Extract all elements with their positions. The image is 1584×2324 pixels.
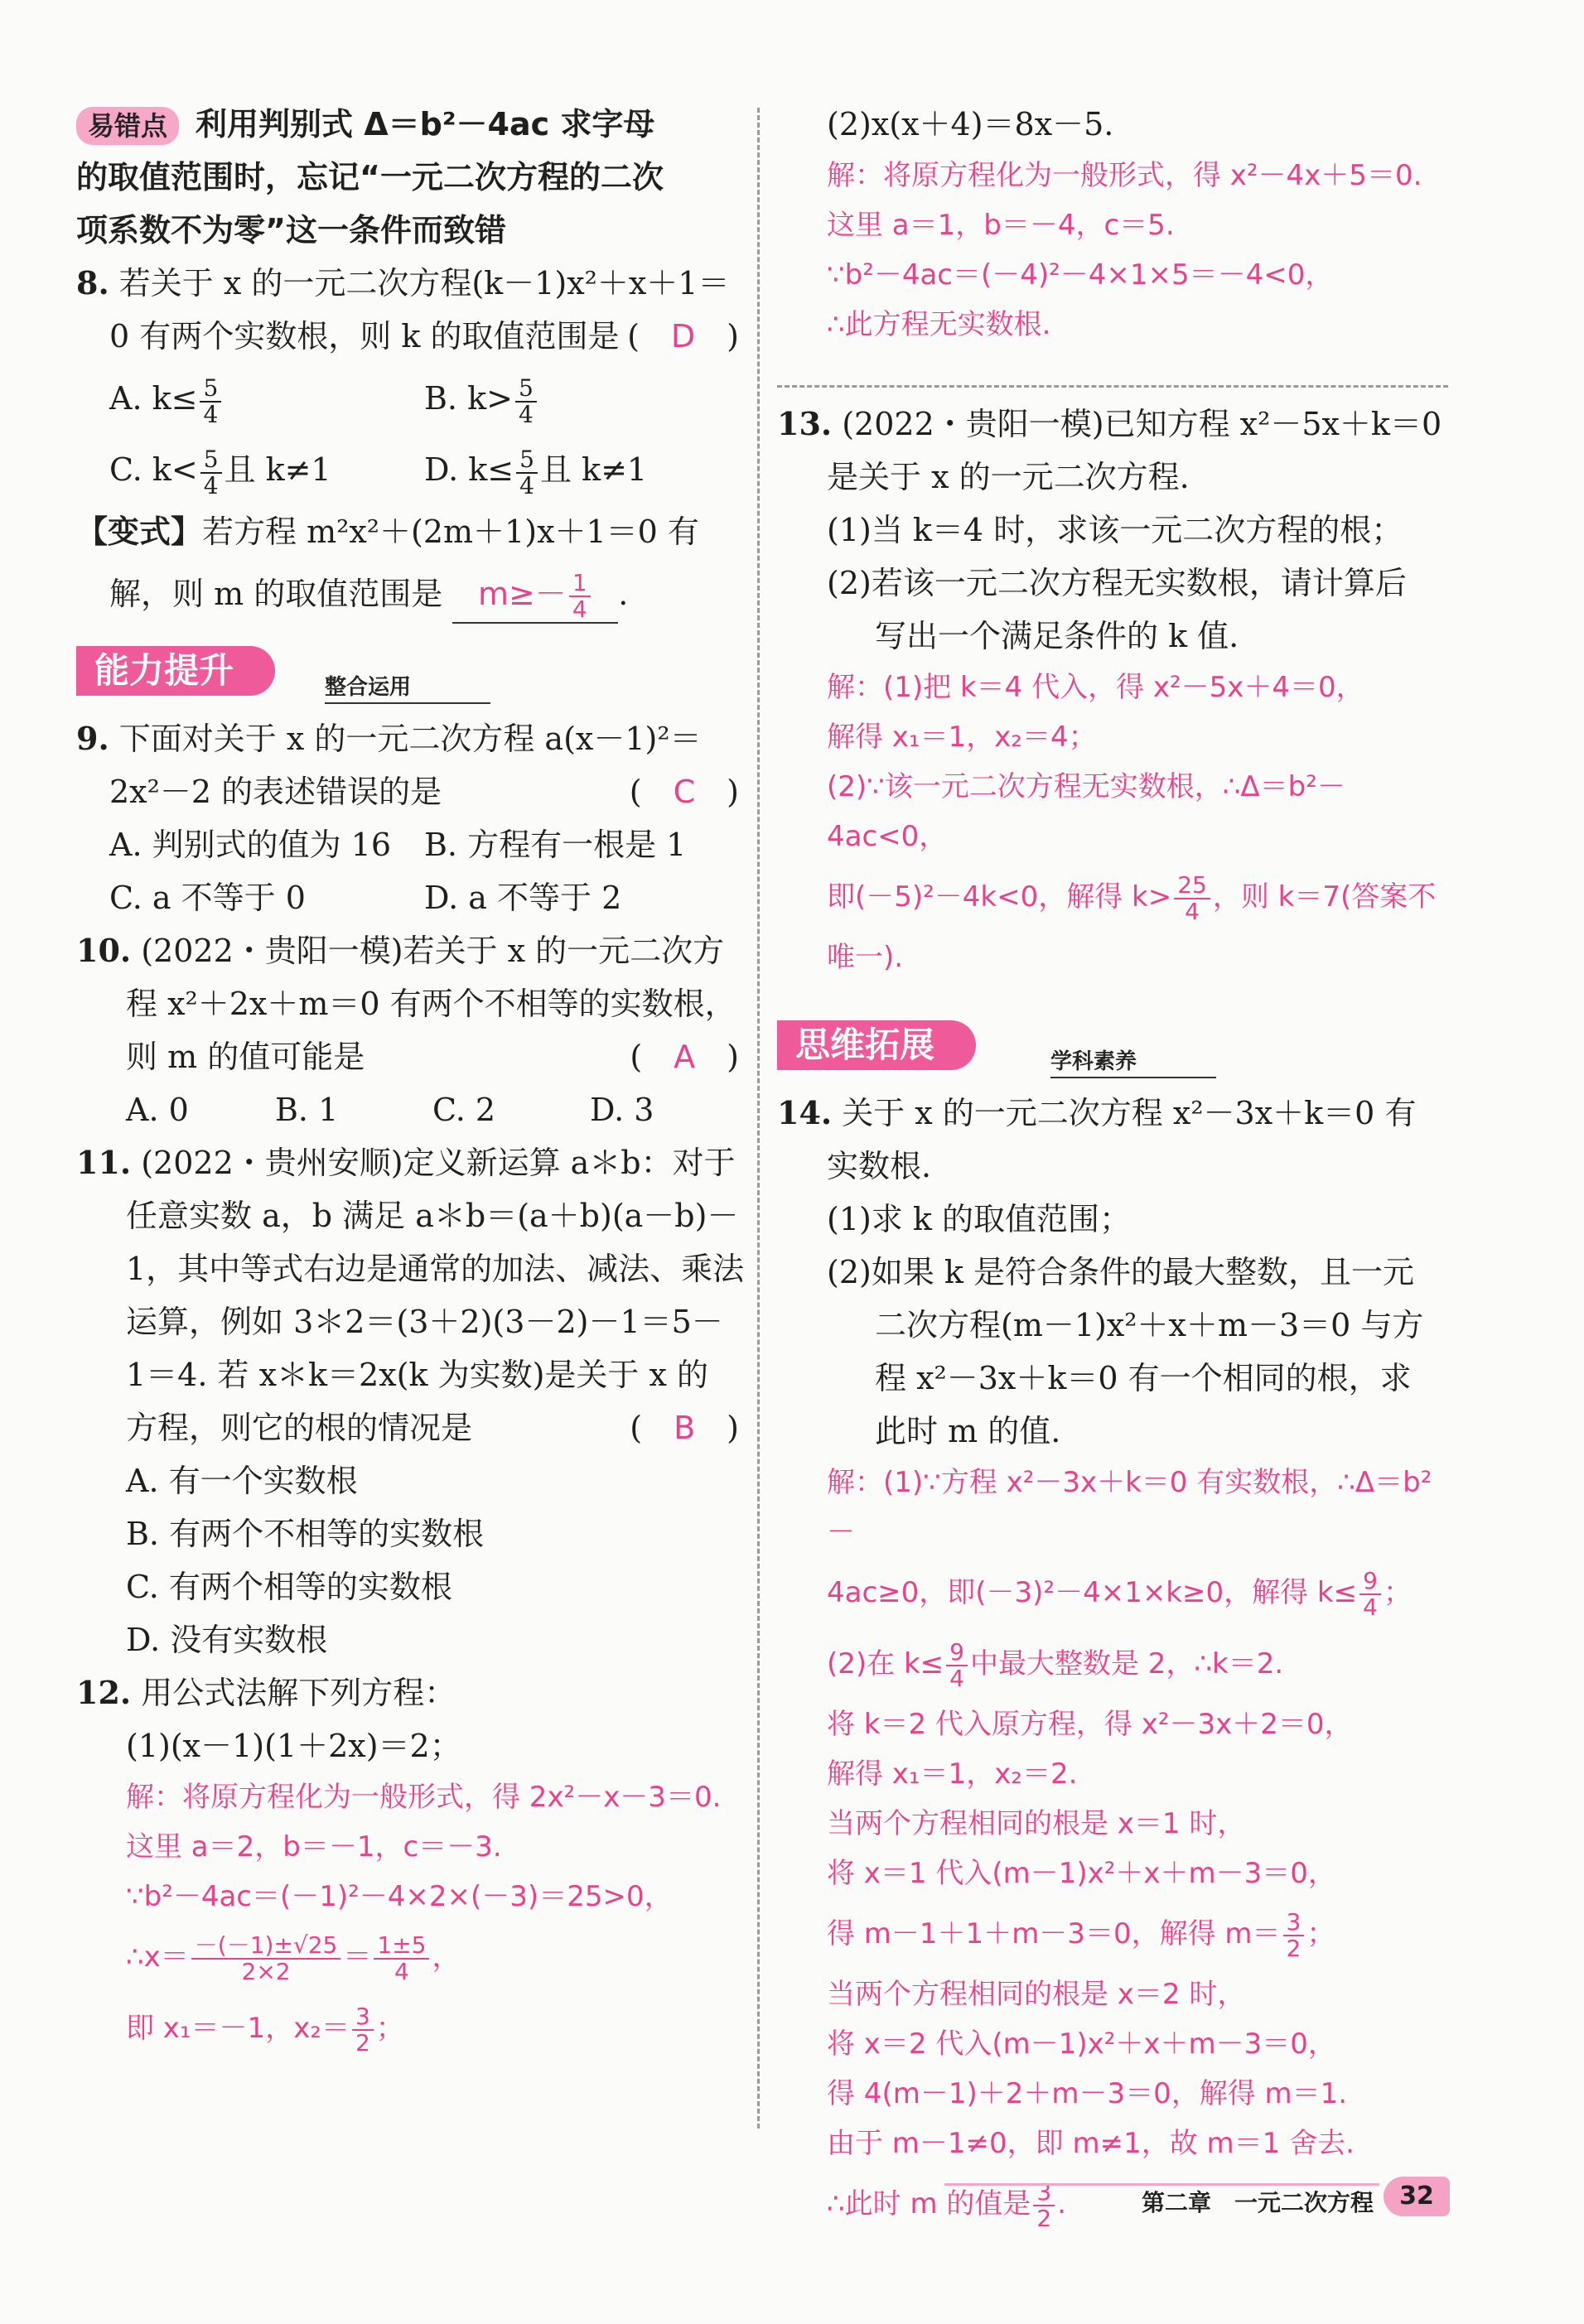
section-banner-ability: 能力提升 整合运用 <box>76 641 739 704</box>
variant-answer-blank: m≥－ $\frac{1}{4}$ <box>452 569 618 624</box>
question-9: 9. 下面对关于 x 的一元二次方程 a(x－1)²＝ 2x²－2 的表述错误的是 ( C ) A. 判别式的值为 16 B. 方程有一根是 1 C. a 不等于 0 D. a 不等于 2 <box>76 720 739 916</box>
solution-line: 解：将原方程化为一般形式，得 2x²－x－3＝0. <box>126 1781 722 1814</box>
question-11: 11. (2022・贵州安顺)定义新运算 a＊b：对于 任意实数 a，b 满足 a＊b＝(a＋b)(a－b)－ 1，其中等式右边是通常的加法、减法、乘法 运算，例如 3＊2＝(3＋2)(3－2)－1＝5－ 1＝4. 若 x＊k＝2x(k 为实数)是关于 x 的 方程，则它的根的情况是 ( B ) A. 有一个实数根 B. 有两个不相等的实数根 C. 有两个相等的实数根 D. 没有实数根 <box>76 1144 745 1658</box>
variant-question: 【变式】若方程 m²x²＋(2m＋1)x＋1＝0 有 解，则 m 的取值范围是 m≥－ $\frac{1}{4}$ . <box>76 513 699 623</box>
left-column <box>76 98 745 2064</box>
question-13: 13. (2022・贵阳一模)已知方程 x²－5x＋k＝0 是关于 x 的一元二次方程. (1)当 k＝4 时，求该一元二次方程的根； (2)若该一元二次方程无实数根，请计算后 写出一个满足条件的 k 值. 解：(1)把 k＝4 代入，得 x²－5x＋4＝0， 解得 x₁＝1，x₂＝4； (2)∵该一元二次方程无实数根，∴Δ＝b²－4ac<0， 即(－5)²－4k<0，解得 k> $\frac{25}{4}$ ，则 k＝7(答案不 唯一). <box>777 405 1442 974</box>
option-a: A. k≤ $\frac{5}{4}$ <box>109 363 424 434</box>
question-10: 10. (2022・贵阳一模)若关于 x 的一元二次方 程 x²＋2x＋m＝0 有两个不相等的实数根， 则 m 的值可能是 ( A ) A. 0 B. 1 C. 2 D. 3 <box>76 932 739 1128</box>
question-12-part2: (2)x(x＋4)＝8x－5. 解：将原方程化为一般形式，得 x²－4x＋5＝0. 这里 a＝1，b＝－4，c＝5. ∵b²－4ac＝(－4)²－4×1×5＝－4<0， ∴此方程无实数根. <box>827 106 1422 341</box>
column-divider <box>757 108 760 2129</box>
question-12: 12. 用公式法解下列方程： (1)(x－1)(1＋2x)＝2； 解：将原方程化为一般形式，得 2x²－x－3＝0. 这里 a＝2，b＝－1，c＝－3. ∵b²－4ac＝(－1)²－4×2×(－3)＝25>0， ∴x＝ $\frac{-(-1)\pm√25}{2\times 2}$ ＝ $\frac{1\pm 5}{4}$ ， 即 x₁＝－1，x₂＝ $\frac{3}{2}$ ； <box>76 1666 739 2064</box>
chapter-title: 第二章 一元二次方程 <box>1141 2189 1374 2216</box>
option-b: B. k> $\frac{5}{4}$ <box>424 363 539 434</box>
question-14: 14. 关于 x 的一元二次方程 x²－3x＋k＝0 有 实数根. (1)求 k 的取值范围； (2)如果 k 是符合条件的最大整数，且一元 二次方程(m－1)x²＋x＋m－3＝0 与方 程 x²－3x＋k＝0 有一个相同的根，求 此时 m 的值. 解：(1)∵方程 x²－3x＋k＝0 有实数根，∴Δ＝b²－ 4ac≥0，即(－3)²－4×1×k≥0，解得 k≤ $\frac{9}{4}$ ； (2)在 k≤ $\frac{9}{4}$ 中最大整数是 2，∴k＝2. 将 k＝2 代入原方程，得 x²－3x＋2＝0， 解得 x₁＝1，x₂＝2. 当两个方程相同的根是 x＝1 时， 将 x＝1 代入(m－1)x²＋x＋m－3＝0， 得 m－1＋1＋m－3＝0，解得 m＝ $\frac{3}{2}$ ； 当两个方程相同的根是 x＝2 时， 将 x＝2 代入(m－1)x²＋x＋m－3＝0， 得 4(m－1)＋2＋m－3＝0，解得 m＝1. 由于 m－1≠0，即 m≠1，故 m＝1 舍去. ∴此时 m 的值是 $\frac{3}{2}$ . <box>777 1094 1432 2232</box>
option-d: D. k≤ $\frac{5}{4}$ 且 k≠1 <box>424 445 648 499</box>
page-number: 32 <box>1384 2177 1450 2216</box>
right-column <box>777 98 1448 2240</box>
page-footer <box>944 2177 1450 2218</box>
question-8: 8. 若关于 x 的一元二次方程(k－1)x²＋x＋1＝ 0 有两个实数根，则 k 的取值范围是 ( D ) A. k≤ $\frac{5}{4}$ B. k> $\frac{5}{4}$ C. k< $\frac{5}{4}$ 且 k≠1 D. k≤ $\frac{5}{4}$ 且 k≠1 <box>76 257 739 505</box>
section-banner-thinking: 思维拓展 学科素养 <box>777 1015 1448 1078</box>
error-tag: 易错点 <box>76 107 179 145</box>
answer-bracket: ( D ) <box>627 318 739 354</box>
option-c: C. k< $\frac{5}{4}$ 且 k≠1 <box>109 445 331 499</box>
common-error-note: 易错点 利用判别式 Δ＝b²－4ac 求字母 的取值范围时，忘记“一元二次方程的二次 项系数不为零”这一条件而致错 <box>76 106 664 248</box>
